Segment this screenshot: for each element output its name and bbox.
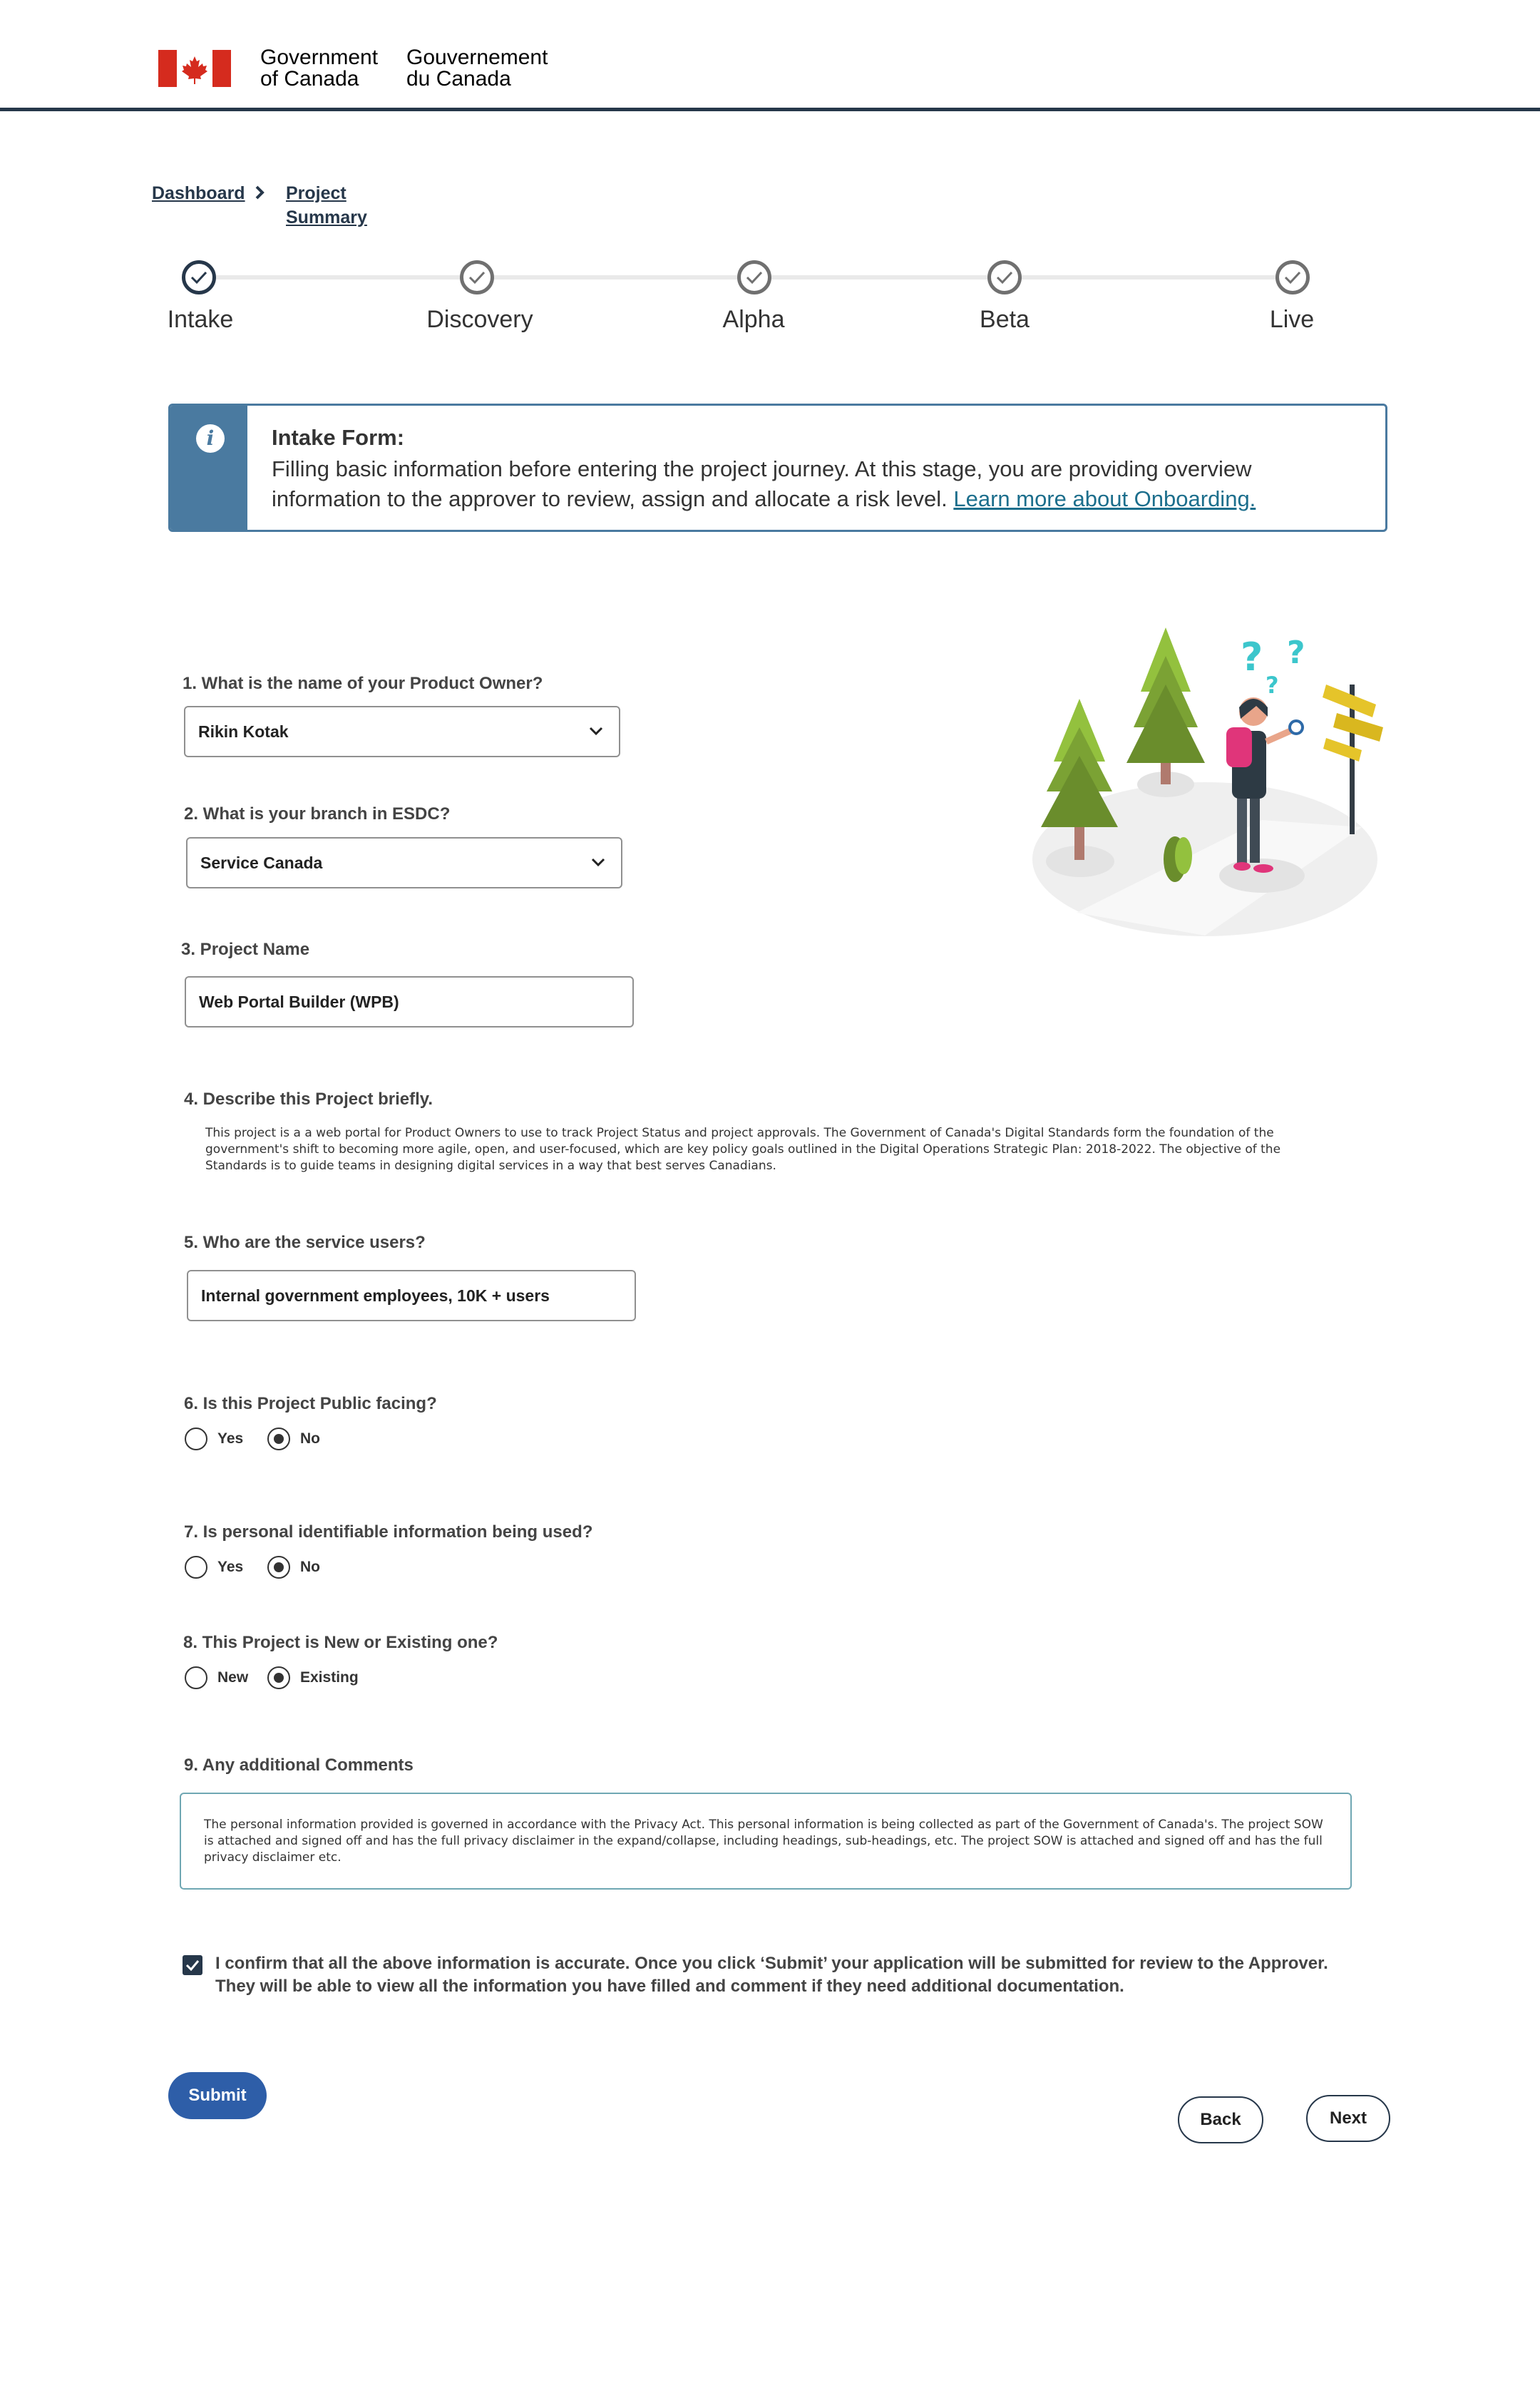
lost-hiker-illustration	[1027, 613, 1397, 955]
canada-flag-icon	[158, 50, 231, 87]
radio-no-label: No	[300, 1430, 320, 1447]
service-users-input[interactable]	[187, 1270, 636, 1321]
breadcrumb-label-line2: Summary	[286, 207, 367, 227]
info-icon: i	[196, 424, 225, 453]
radio-yes[interactable]	[185, 1556, 207, 1579]
radio-no-selected[interactable]	[267, 1556, 290, 1579]
branch-value: Service Canada	[200, 854, 323, 872]
signature-en-line2: of Canada	[260, 67, 359, 91]
service-users-value: Internal government employees, 10K + users	[201, 1286, 550, 1305]
chevron-down-icon	[589, 726, 603, 736]
q8-label: 8. This Project is New or Existing one?	[183, 1633, 498, 1652]
q4-label: 4. Describe this Project briefly.	[184, 1090, 433, 1109]
q9-label: 9. Any additional Comments	[184, 1756, 414, 1775]
additional-comments-textarea[interactable]	[180, 1793, 1352, 1890]
signature-french	[406, 47, 548, 90]
radio-existing-selected[interactable]	[267, 1666, 290, 1689]
submit-button[interactable]: Submit	[168, 2072, 267, 2119]
radio-yes-label: Yes	[217, 1559, 244, 1575]
step-intake-indicator[interactable]	[182, 260, 216, 294]
step-alpha-indicator[interactable]	[737, 260, 771, 294]
signature-fr-line2: du Canada	[406, 67, 511, 91]
check-icon	[995, 270, 1014, 285]
branch-select[interactable]	[186, 837, 622, 888]
chevron-right-icon	[254, 184, 265, 201]
check-icon	[468, 270, 486, 285]
radio-yes-label: Yes	[217, 1430, 244, 1447]
signature-fr-line1: Gouvernement	[406, 46, 548, 69]
alert-body-text: Filling basic information before entering the project journey. At this stage, you are providing overview information to the approver to review, assign and allocate a risk level.	[272, 456, 1252, 511]
breadcrumb-label-line1: Project	[286, 183, 346, 203]
radio-new-label: New	[217, 1669, 249, 1686]
q1-label: 1. What is the name of your Product Owner?	[183, 674, 543, 693]
intake-info-alert	[168, 404, 1387, 532]
radio-no-selected[interactable]	[267, 1428, 290, 1450]
project-name-value: Web Portal Builder (WPB)	[199, 993, 399, 1011]
pii-radio-group	[185, 1556, 320, 1579]
step-label-intake: Intake	[167, 306, 234, 333]
step-label-live: Live	[1269, 306, 1315, 333]
check-icon	[1283, 270, 1302, 285]
alert-title: Intake Form:	[272, 425, 405, 450]
check-icon	[745, 270, 764, 285]
public-facing-radio-group	[185, 1428, 320, 1450]
svg-text:?: ?	[1266, 672, 1279, 699]
project-name-input[interactable]	[185, 976, 634, 1027]
signature-english	[260, 47, 378, 90]
signature-en-line1: Government	[260, 46, 379, 69]
confirm-checkbox[interactable]	[183, 1955, 202, 1975]
pii-yes-option[interactable]	[185, 1556, 267, 1579]
radio-existing-label: Existing	[300, 1669, 359, 1686]
q2-label: 2. What is your branch in ESDC?	[184, 804, 451, 824]
product-owner-select[interactable]	[184, 706, 620, 757]
alert-body	[272, 454, 1362, 514]
new-or-existing-radio-group	[185, 1666, 359, 1689]
project-existing-option[interactable]	[267, 1666, 359, 1689]
public-facing-no-option[interactable]	[267, 1428, 320, 1450]
step-label-discovery: Discovery	[426, 306, 533, 333]
checkmark-icon	[185, 1959, 200, 1971]
step-discovery-indicator[interactable]	[460, 260, 494, 294]
q7-label: 7. Is personal identifiable information being used?	[184, 1522, 593, 1542]
breadcrumb-dashboard-link[interactable]: Dashboard	[152, 183, 245, 203]
site-header	[0, 0, 1540, 111]
step-beta-indicator[interactable]	[987, 260, 1022, 294]
breadcrumb-project-summary-link[interactable]	[286, 181, 367, 230]
confirm-statement: I confirm that all the above information is accurate. Once you click ‘Submit’ your application will be submitted for review to the Approver. They will be able to view all the information you have filled and comment if they need additional documentation.	[215, 1954, 1328, 1996]
alert-accent-bar	[170, 406, 247, 530]
q5-label: 5. Who are the service users?	[184, 1233, 426, 1252]
check-icon	[190, 270, 208, 285]
radio-yes[interactable]	[185, 1428, 207, 1450]
step-live-indicator[interactable]	[1275, 260, 1310, 294]
chevron-down-icon	[591, 857, 605, 867]
learn-more-onboarding-link[interactable]: Learn more about Onboarding.	[953, 486, 1256, 511]
next-button[interactable]: Next	[1306, 2095, 1390, 2142]
pii-no-option[interactable]	[267, 1556, 320, 1579]
public-facing-yes-option[interactable]	[185, 1428, 267, 1450]
additional-comments-text: The personal information provided is governed in accordance with the Privacy Act. This personal information is being collected as part of the Government of Canada's. The project SOW is attached and signed off and has the full privacy disclaimer in the expand/collapse, including headings, sub-headings, etc. The project SOW is attached and signed off and has the full privacy disclaimer etc.	[204, 1818, 1323, 1865]
step-label-alpha: Alpha	[722, 306, 785, 333]
back-button[interactable]: Back	[1178, 2096, 1263, 2143]
project-description-text: This project is a a web portal for Product Owners to use to track Project Status and project approvals. The Government of Canada's Digital Standards form the foundation of the government's shift to becoming more agile, open, and user-focused, which are key policy goals outlined in the Digital Operations Strategic Plan: 2018-2022. The objective of the Standards is to guide teams in designing digital services in a way that best serves Canadians.	[205, 1126, 1281, 1173]
svg-text:?: ?	[1287, 635, 1305, 671]
q6-label: 6. Is this Project Public facing?	[184, 1394, 437, 1413]
radio-no-label: No	[300, 1559, 320, 1575]
svg-text:?: ?	[1241, 635, 1263, 680]
step-label-beta: Beta	[980, 306, 1030, 333]
product-owner-value: Rikin Kotak	[198, 722, 289, 741]
radio-new[interactable]	[185, 1666, 207, 1689]
project-new-option[interactable]	[185, 1666, 267, 1689]
q3-label: 3. Project Name	[181, 940, 310, 959]
